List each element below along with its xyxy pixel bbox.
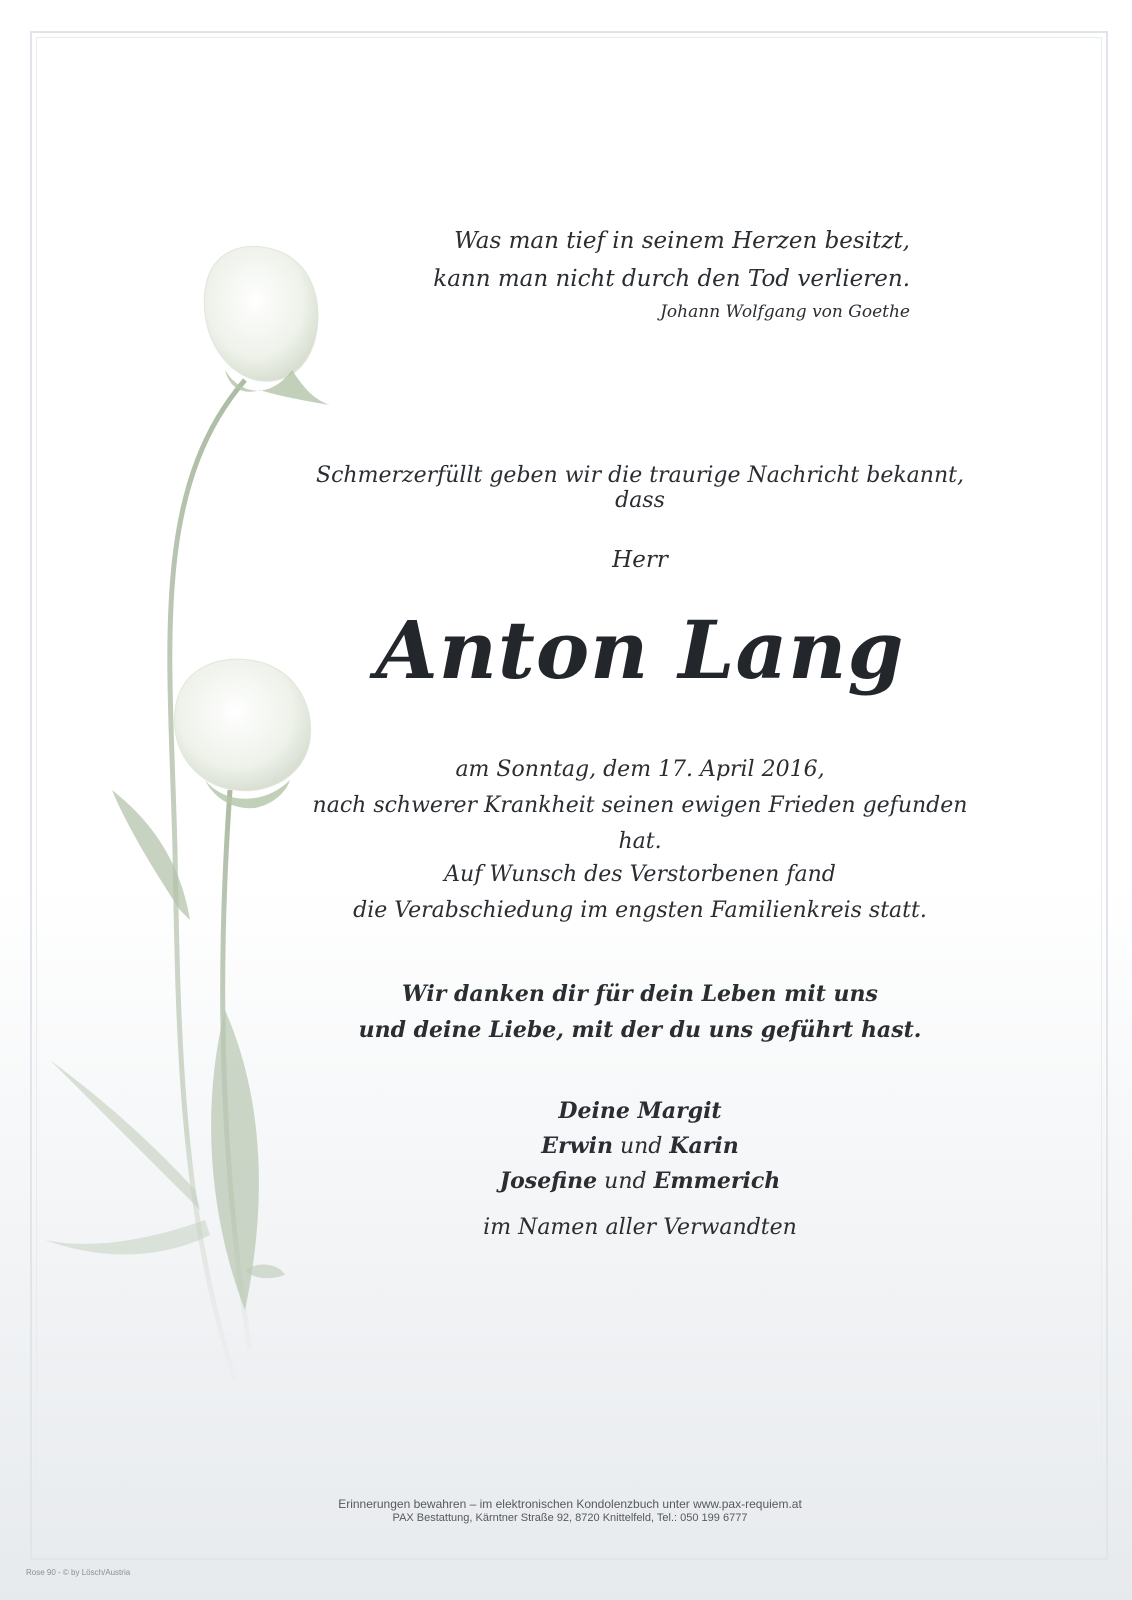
signatory-emmerich: Emmerich [653, 1168, 781, 1194]
image-credit: Rose 90 - © by Lösch/Austria [26, 1568, 131, 1577]
signatory-margit: Deine Margit [558, 1098, 722, 1124]
ceremony-line-1: Auf Wunsch des Verstorbenen fand [444, 862, 836, 887]
signatory-karin: Karin [669, 1133, 739, 1159]
signatory-erwin: Erwin [541, 1133, 613, 1159]
thanks-block [300, 976, 980, 1048]
signatory-line-2 [300, 1129, 980, 1164]
footer-funeral-home: PAX Bestattung, Kärntner Straße 92, 8720 Knittelfeld, Tel.: 050 199 6777 [392, 1512, 748, 1524]
footer-condolence-link: Erinnerungen bewahren – im elektronischen Kondolenzbuch unter www.pax-requiem.at [338, 1497, 802, 1511]
quote-block [300, 222, 980, 326]
ceremony-notice [300, 857, 980, 929]
thanks-line-1: Wir danken dir für dein Leben mit uns [402, 981, 878, 1007]
death-notice [300, 752, 980, 860]
signatory-josefine: Josefine [499, 1168, 598, 1194]
quote-line-1: Was man tief in seinem Herzen besitzt, [454, 228, 910, 254]
signatory-join: und [604, 1169, 647, 1194]
signatory-line-3 [300, 1164, 980, 1199]
signatory-closing: im Namen aller Verwandten [483, 1215, 797, 1240]
death-line-1: am Sonntag, dem 17. April 2016, [455, 757, 825, 782]
announcement: Schmerzerfüllt geben wir die traurige Nachricht bekannt, dass [316, 463, 964, 513]
quote-line-2: kann man nicht durch den Tod verlieren. [433, 266, 910, 292]
salutation: Herr [612, 547, 668, 573]
deceased-name: Anton Lang [375, 603, 905, 697]
ceremony-line-2: die Verabschiedung im engsten Familienkreis statt. [353, 898, 927, 923]
signatories [300, 1094, 980, 1245]
thanks-line-2: und deine Liebe, mit der du uns geführt hast. [358, 1017, 922, 1043]
signatory-join: und [619, 1134, 663, 1159]
signatory-line-1 [300, 1094, 980, 1129]
death-line-2: nach schwerer Krankheit seinen ewigen Frieden gefunden hat. [312, 793, 968, 854]
quote-author: Johann Wolfgang von Goethe [660, 302, 910, 322]
